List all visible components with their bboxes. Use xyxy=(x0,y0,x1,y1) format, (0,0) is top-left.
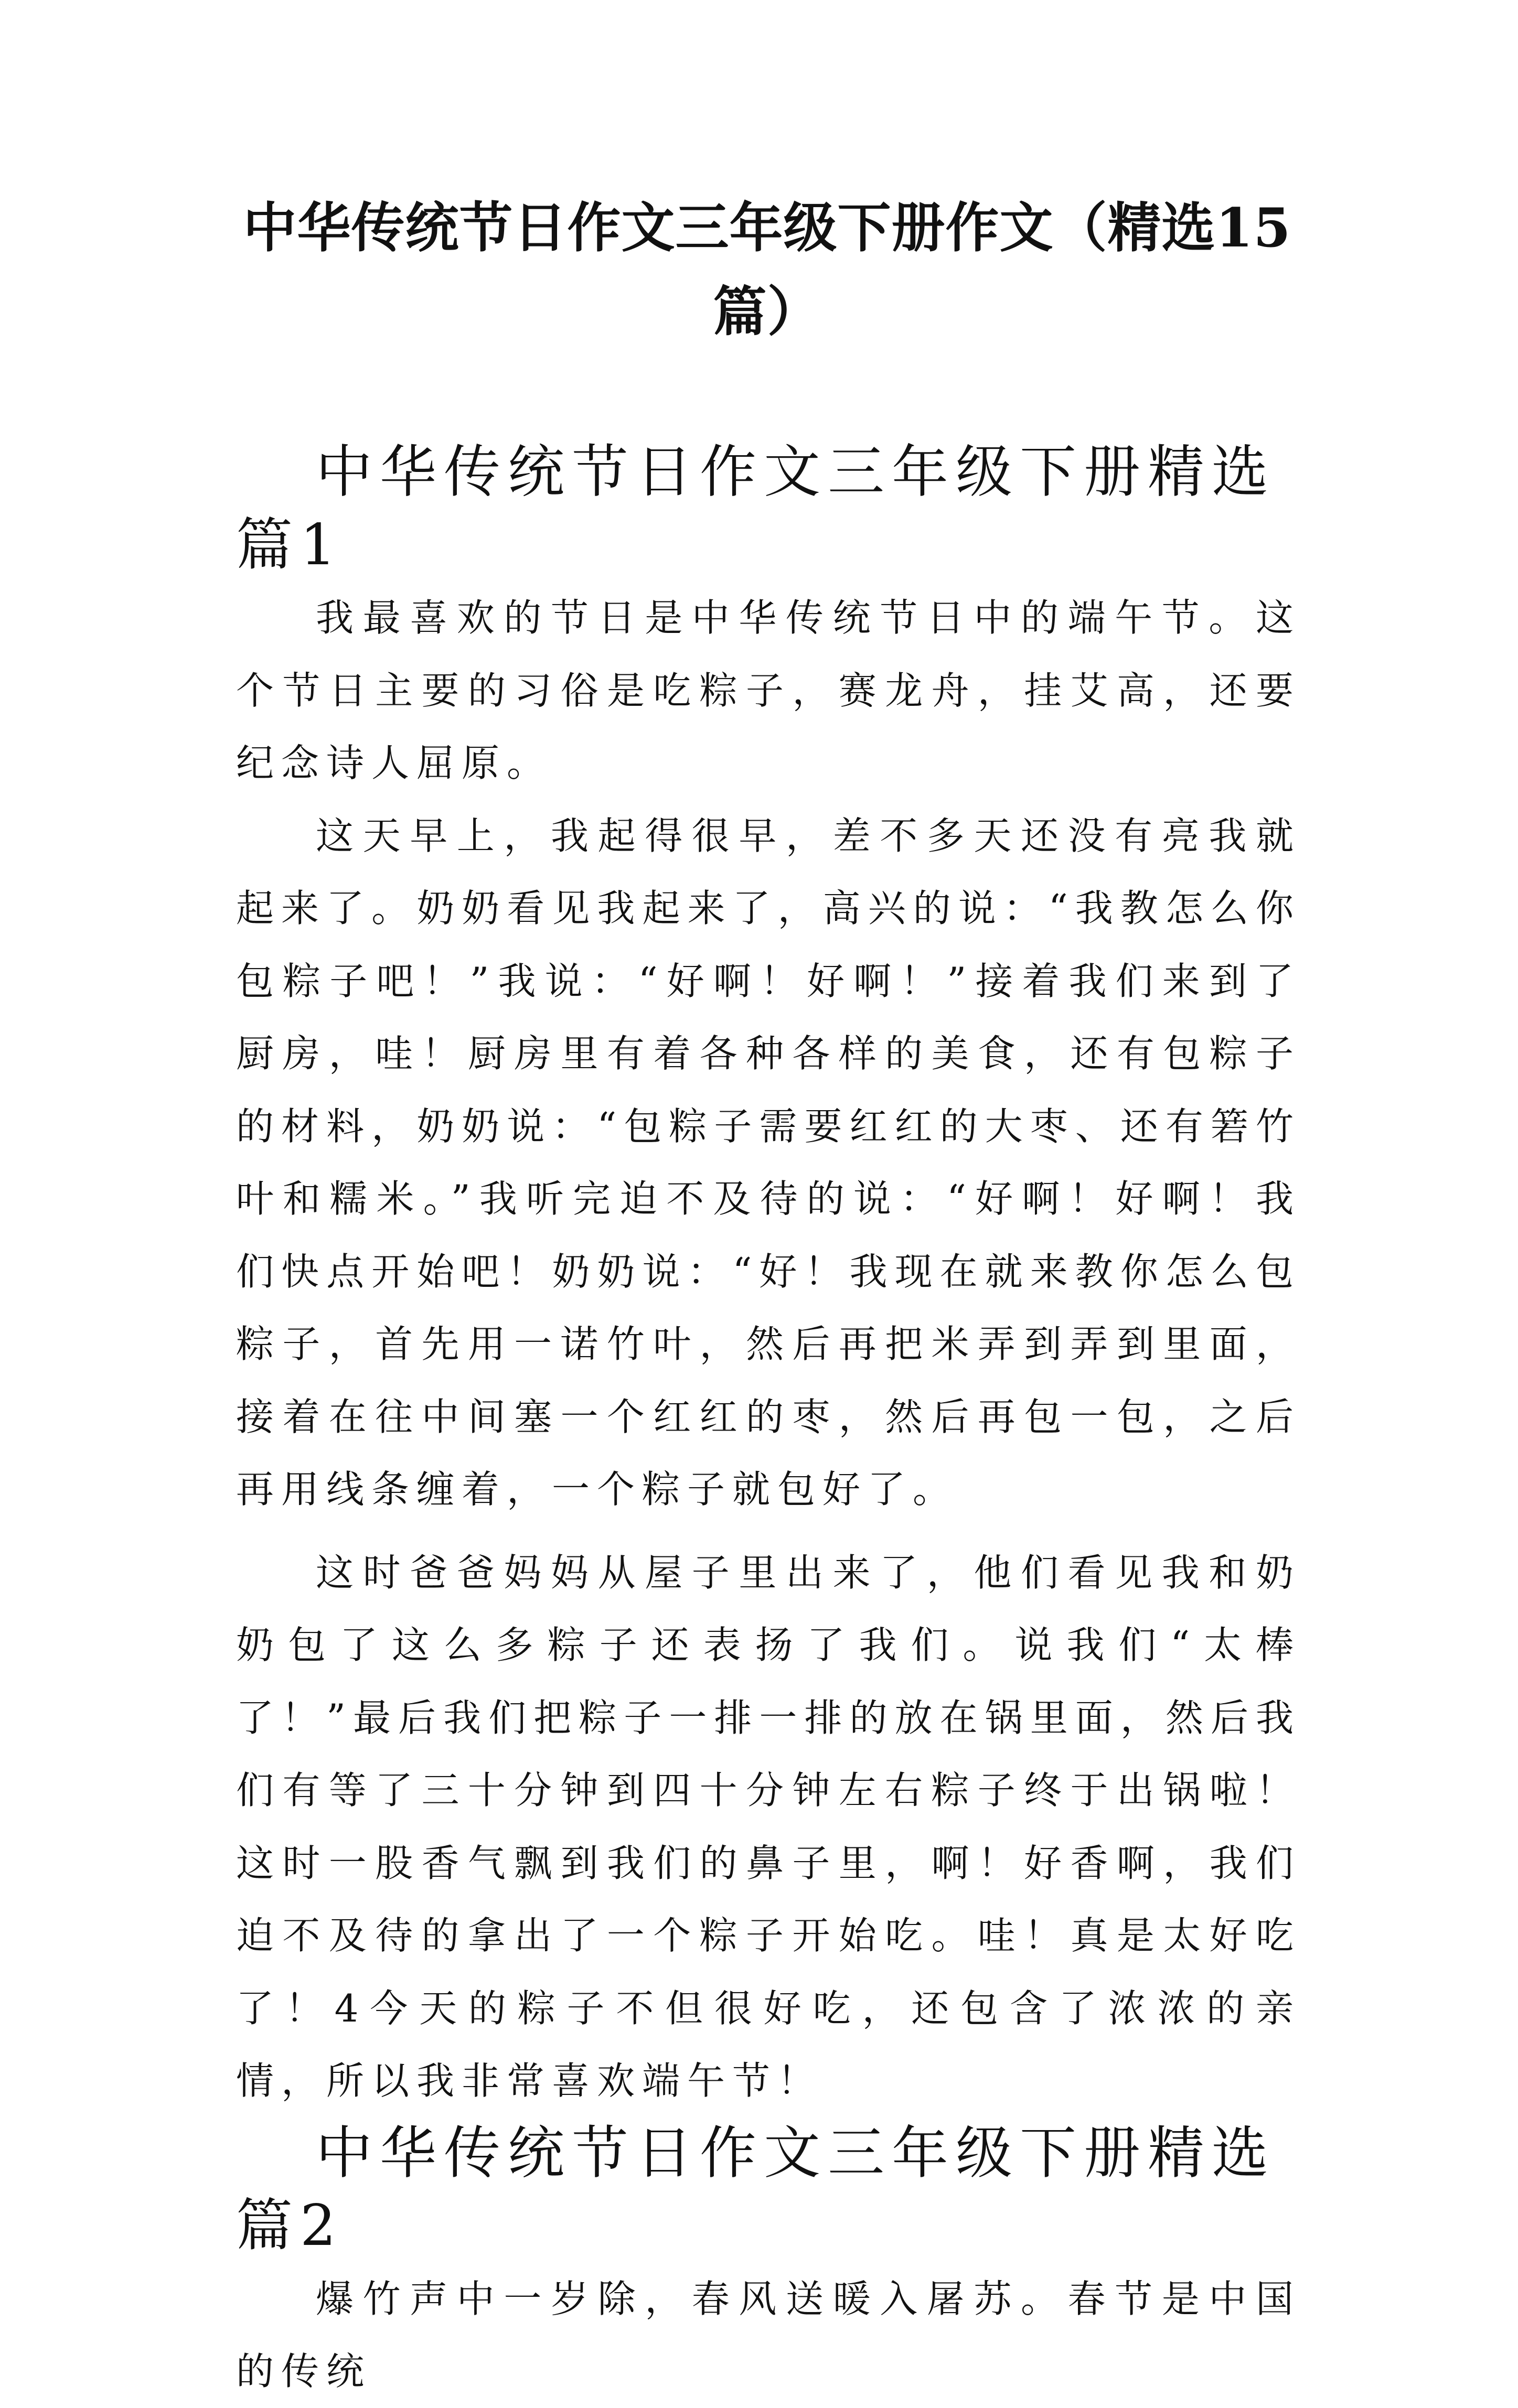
document-body xyxy=(236,436,1301,2408)
paragraph-spacer xyxy=(236,1526,1301,1536)
paragraph-1-3: 这时爸爸妈妈从屋子里出来了，他们看见我和奶奶包了这么多粽子还表扬了我们。说我们“太棒了！”最后我们把粽子一排一排的放在锅里面，然后我们有等了三十分钟到四十分钟左右粽子终于出锅啦！这时一股香气飘到我们的鼻子里，啊！好香啊，我们迫不及待的拿出了一个粽子开始吃。哇！真是太好吃了！4今天的粽子不但很好吃，还包含了浓浓的亲情，所以我非常喜欢端午节！ xyxy=(236,1550,1301,2103)
paragraph-1-1: 我最喜欢的节日是中华传统节日中的端午节。这个节日主要的习俗是吃粽子，赛龙舟，挂艾高，还要纪念诗人屈原。 xyxy=(236,596,1301,785)
section-heading-1: 中华传统节日作文三年级下册精选篇1 xyxy=(236,439,1276,578)
section-heading-2: 中华传统节日作文三年级下册精选篇2 xyxy=(236,2120,1276,2259)
paragraph-2-1: 爆竹声中一岁除，春风送暖入屠苏。春节是中国的传统 xyxy=(236,2276,1301,2393)
paragraph-1-2: 这天早上，我起得很早，差不多天还没有亮我就起来了。奶奶看见我起来了，高兴的说：“我教怎么你包粽子吧！”我说：“好啊！好啊！”接着我们来到了厨房，哇！厨房里有着各种各样的美食，还有包粽子的材料，奶奶说：“包粽子需要红红的大枣、还有箬竹叶和糯米。”我听完迫不及待的说：“好啊！好啊！我们快点开始吧！奶奶说：“好！我现在就来教你怎么包粽子，首先用一诺竹叶，然后再把米弄到弄到里面，接着在往中间塞一个红红的枣，然后再包一包，之后再用线条缠着，一个粽子就包好了。 xyxy=(236,813,1301,1511)
document-title: 中华传统节日作文三年级下册作文（精选15篇） xyxy=(243,197,1291,343)
